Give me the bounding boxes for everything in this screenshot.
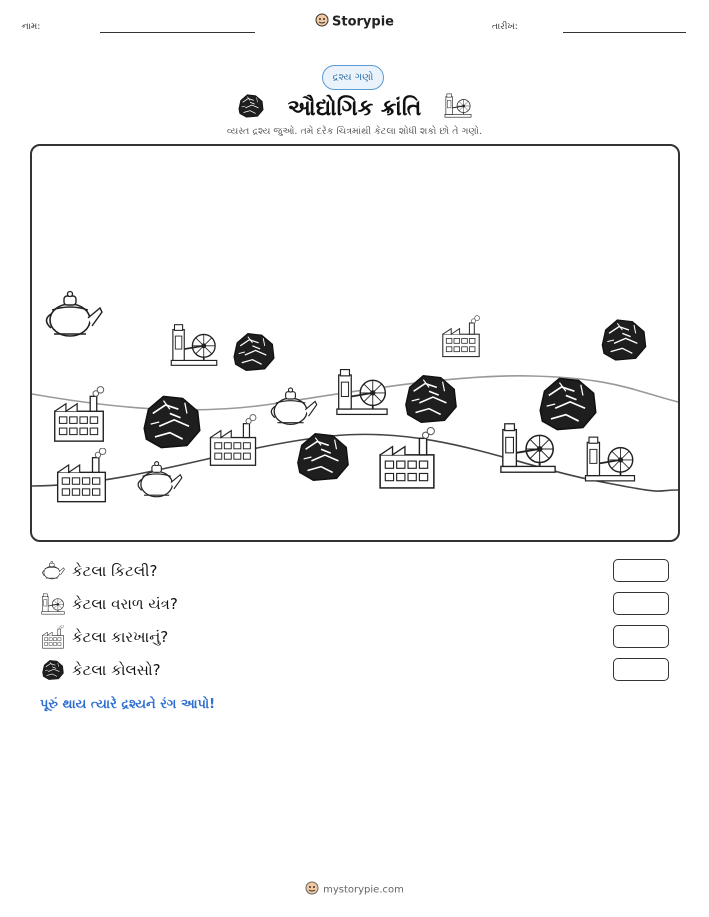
page-title: ઔદ્યોગિક ક્રાંતિ — [287, 96, 422, 121]
brand-text: Storypie — [332, 14, 394, 30]
teapot-icon — [40, 559, 66, 583]
question-row-coal — [40, 658, 161, 682]
scene-factory — [54, 448, 109, 504]
scene-teapot — [40, 288, 106, 344]
question-row-factory — [40, 625, 168, 649]
storypie-logo-icon — [315, 13, 329, 31]
instructions: વ્યસ્ત દ્રશ્ય જુઓ. તમે દરેક ચિત્રમાંથી કેટલા શોધી શકો છો તે ગણો. — [226, 126, 483, 137]
question-text: કેટલા વરાળ યંત્ર? — [72, 595, 178, 613]
scene-factory — [207, 410, 259, 472]
scene-factory — [51, 380, 107, 450]
factory-icon — [40, 625, 66, 649]
finish-instruction: પૂરું થાય ત્યારે દ્રશ્યને રંગ આપો! — [40, 697, 216, 712]
scene-steam-engine — [582, 430, 638, 488]
answer-box-factory[interactable] — [613, 625, 669, 648]
scene-coal — [229, 329, 279, 375]
scene-coal — [291, 428, 355, 486]
page-title-row — [0, 92, 709, 126]
date-label: તારીખ: — [492, 22, 518, 32]
scene-teapot — [133, 458, 185, 504]
scene-coal — [399, 370, 463, 428]
date-line[interactable] — [563, 32, 686, 33]
scene-teapot — [266, 385, 320, 431]
scene-coal — [596, 315, 652, 365]
scene-steam-engine — [168, 320, 220, 370]
scene-factory — [440, 310, 482, 364]
brand — [0, 13, 709, 31]
question-text: કેટલા કારખાનું? — [72, 628, 169, 646]
coal-icon — [40, 658, 66, 682]
activity-badge: દ્રશ્ય ગણો — [322, 65, 384, 90]
steam-engine-icon — [40, 592, 66, 616]
name-label: નામ: — [22, 22, 41, 32]
storypie-logo-icon — [305, 881, 319, 898]
footer-url[interactable]: mystorypie.com — [323, 884, 404, 896]
scene-coal — [532, 372, 604, 436]
footer — [0, 881, 709, 898]
scene-factory — [376, 422, 438, 496]
question-text: કેટલા કોલસો? — [72, 661, 161, 679]
scene-coal — [136, 390, 208, 454]
steam-engine-icon — [443, 92, 473, 126]
question-row-teapot — [40, 559, 157, 583]
scene-steam-engine — [333, 366, 391, 418]
answer-box-steam-engine[interactable] — [613, 592, 669, 615]
name-line[interactable] — [100, 32, 255, 33]
answer-box-teapot[interactable] — [613, 559, 669, 582]
answer-box-coal[interactable] — [613, 658, 669, 681]
coal-icon — [236, 92, 266, 126]
question-text: કેટલા કિટલી? — [72, 562, 158, 580]
question-row-steam-engine — [40, 592, 178, 616]
